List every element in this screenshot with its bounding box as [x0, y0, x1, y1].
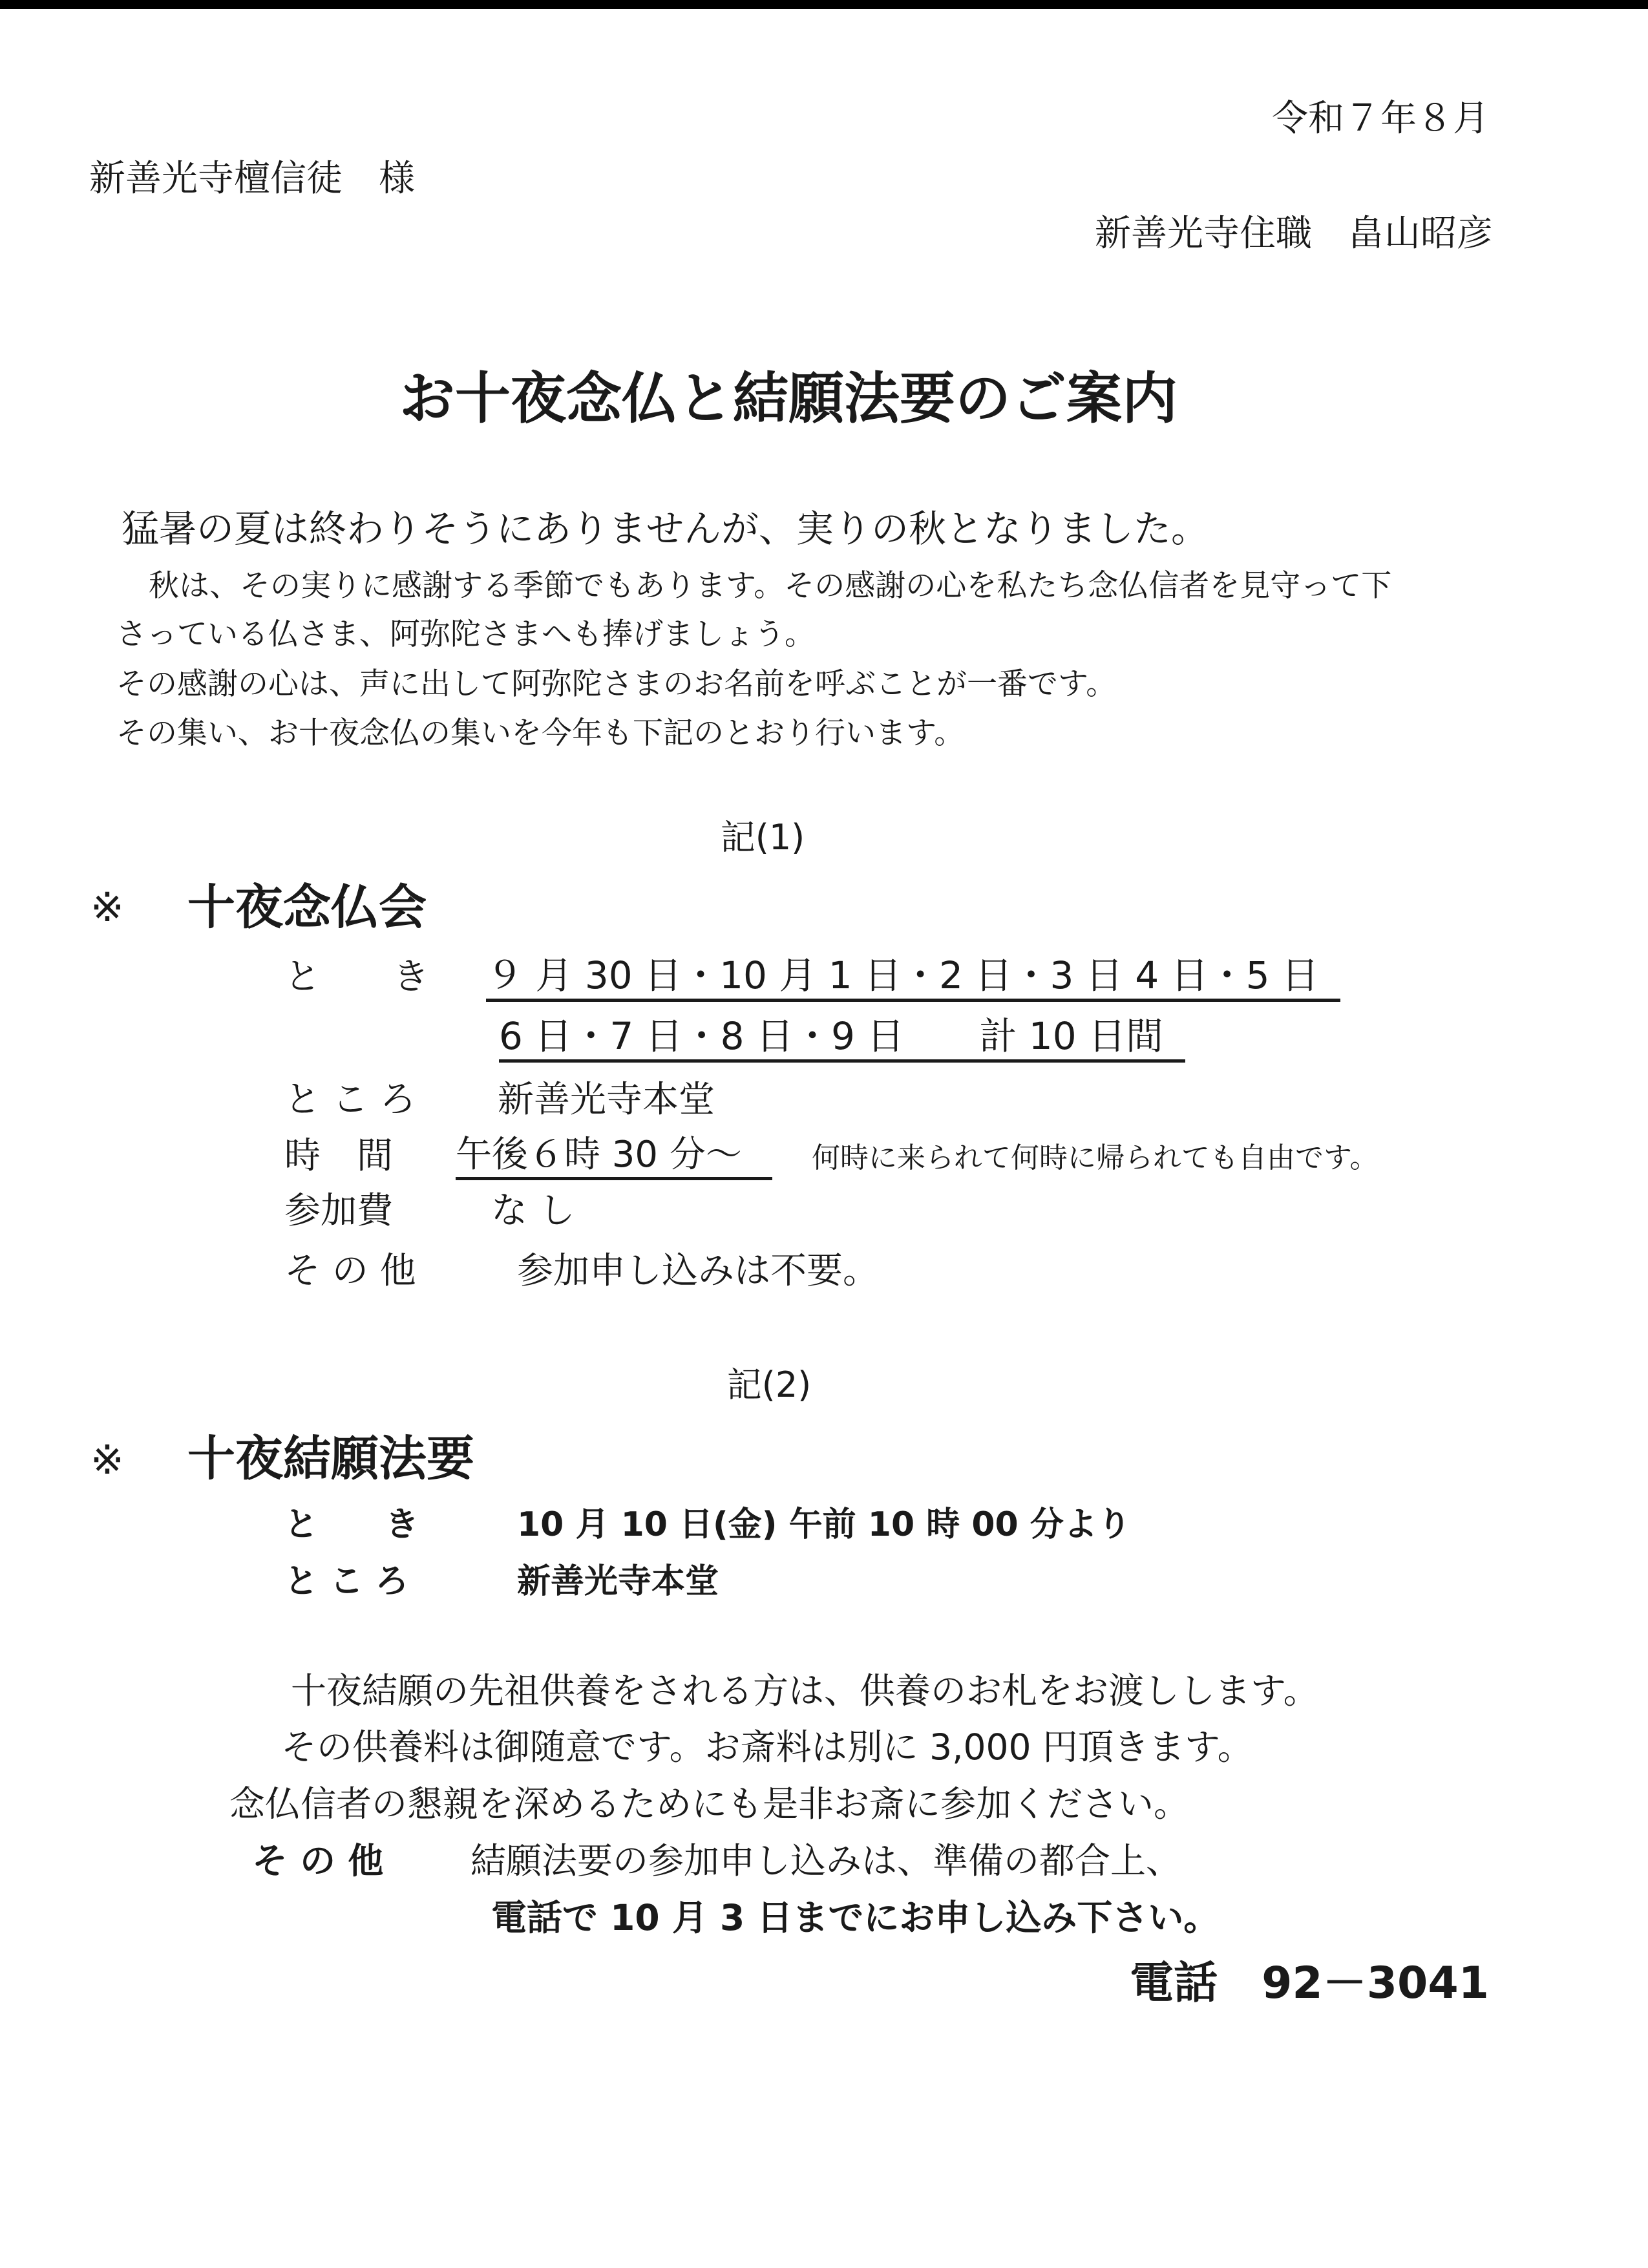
fee-label: 参加費	[284, 1190, 393, 1232]
apply-deadline: 電話で 10 月 3 日までにお申し込み下さい。	[491, 1897, 1220, 1938]
document-date: 令和７年８月	[1272, 98, 1489, 140]
other-value: 参加申し込みは不要。	[517, 1250, 879, 1292]
place-value: 新善光寺本堂	[498, 1079, 715, 1121]
note-line-2: その供養料は御随意です。お斎料は別に 3,000 円頂きます。	[281, 1726, 1253, 1768]
sender: 新善光寺住職 畠山昭彦	[1095, 213, 1493, 255]
section2-heading: 記(2)	[726, 1364, 812, 1405]
note-line-1: 十夜結願の先祖供養をされる方は、供養のお札をお渡しします。	[291, 1670, 1319, 1712]
reference-mark: ※	[90, 884, 124, 931]
toki-dates-line-2: 6 日・7 日・8 日・9 日 計 10 日間	[499, 1015, 1185, 1063]
other-label: そ の 他	[284, 1250, 416, 1292]
recipient: 新善光寺檀信徒 様	[89, 158, 415, 200]
time-value: 午後６時 30 分～	[456, 1134, 772, 1180]
intro-line-5: その集い、お十夜念仏の集いを今年も下記のとおり行います。	[116, 715, 965, 751]
place-label: と こ ろ	[284, 1079, 416, 1121]
toki-label: と き	[284, 956, 429, 998]
reference-mark: ※	[90, 1436, 124, 1483]
contact-phone: 電話 92－3041	[1130, 1958, 1489, 2009]
section1-heading: 記(1)	[720, 817, 805, 858]
toki-value: 10 月 10 日(金) 午前 10 時 00 分より	[517, 1505, 1131, 1544]
note-line-3: 念仏信者の懇親を深めるためにも是非お斎に参加ください。	[229, 1783, 1190, 1825]
fee-value: な し	[491, 1190, 575, 1232]
intro-line-1: 猛暑の夏は終わりそうにありませんが、実りの秋となりました。	[121, 507, 1209, 551]
scan-edge	[0, 0, 1648, 9]
toki-label: と き	[284, 1505, 419, 1544]
intro-line-3: さっている仏さま、阿弥陀さまへも捧げましょう。	[116, 617, 815, 652]
page-title: お十夜念仏と結願法要のご案内	[399, 366, 1178, 431]
section1-title: 十夜念仏会	[187, 880, 427, 935]
place-label: と こ ろ	[284, 1562, 409, 1601]
place-value: 新善光寺本堂	[517, 1562, 719, 1601]
toki-dates-line-1: ９ 月 30 日・10 月 1 日・2 日・3 日 4 日・5 日	[486, 954, 1340, 1002]
intro-line-2: 秋は、その実りに感謝する季節でもあります。その感謝の心を私たち念仏信者を見守って下	[149, 568, 1392, 604]
section2-title: 十夜結願法要	[187, 1431, 474, 1487]
intro-line-4: その感謝の心は、声に出して阿弥陀さまのお名前を呼ぶことが一番です。	[116, 666, 1117, 702]
other-label: そ の 他	[252, 1840, 384, 1881]
other-value: 結願法要の参加申し込みは、準備の都合上、	[470, 1840, 1182, 1881]
time-note: 何時に来られて何時に帰られても自由です。	[812, 1141, 1379, 1174]
time-label: 時 間	[284, 1135, 393, 1177]
